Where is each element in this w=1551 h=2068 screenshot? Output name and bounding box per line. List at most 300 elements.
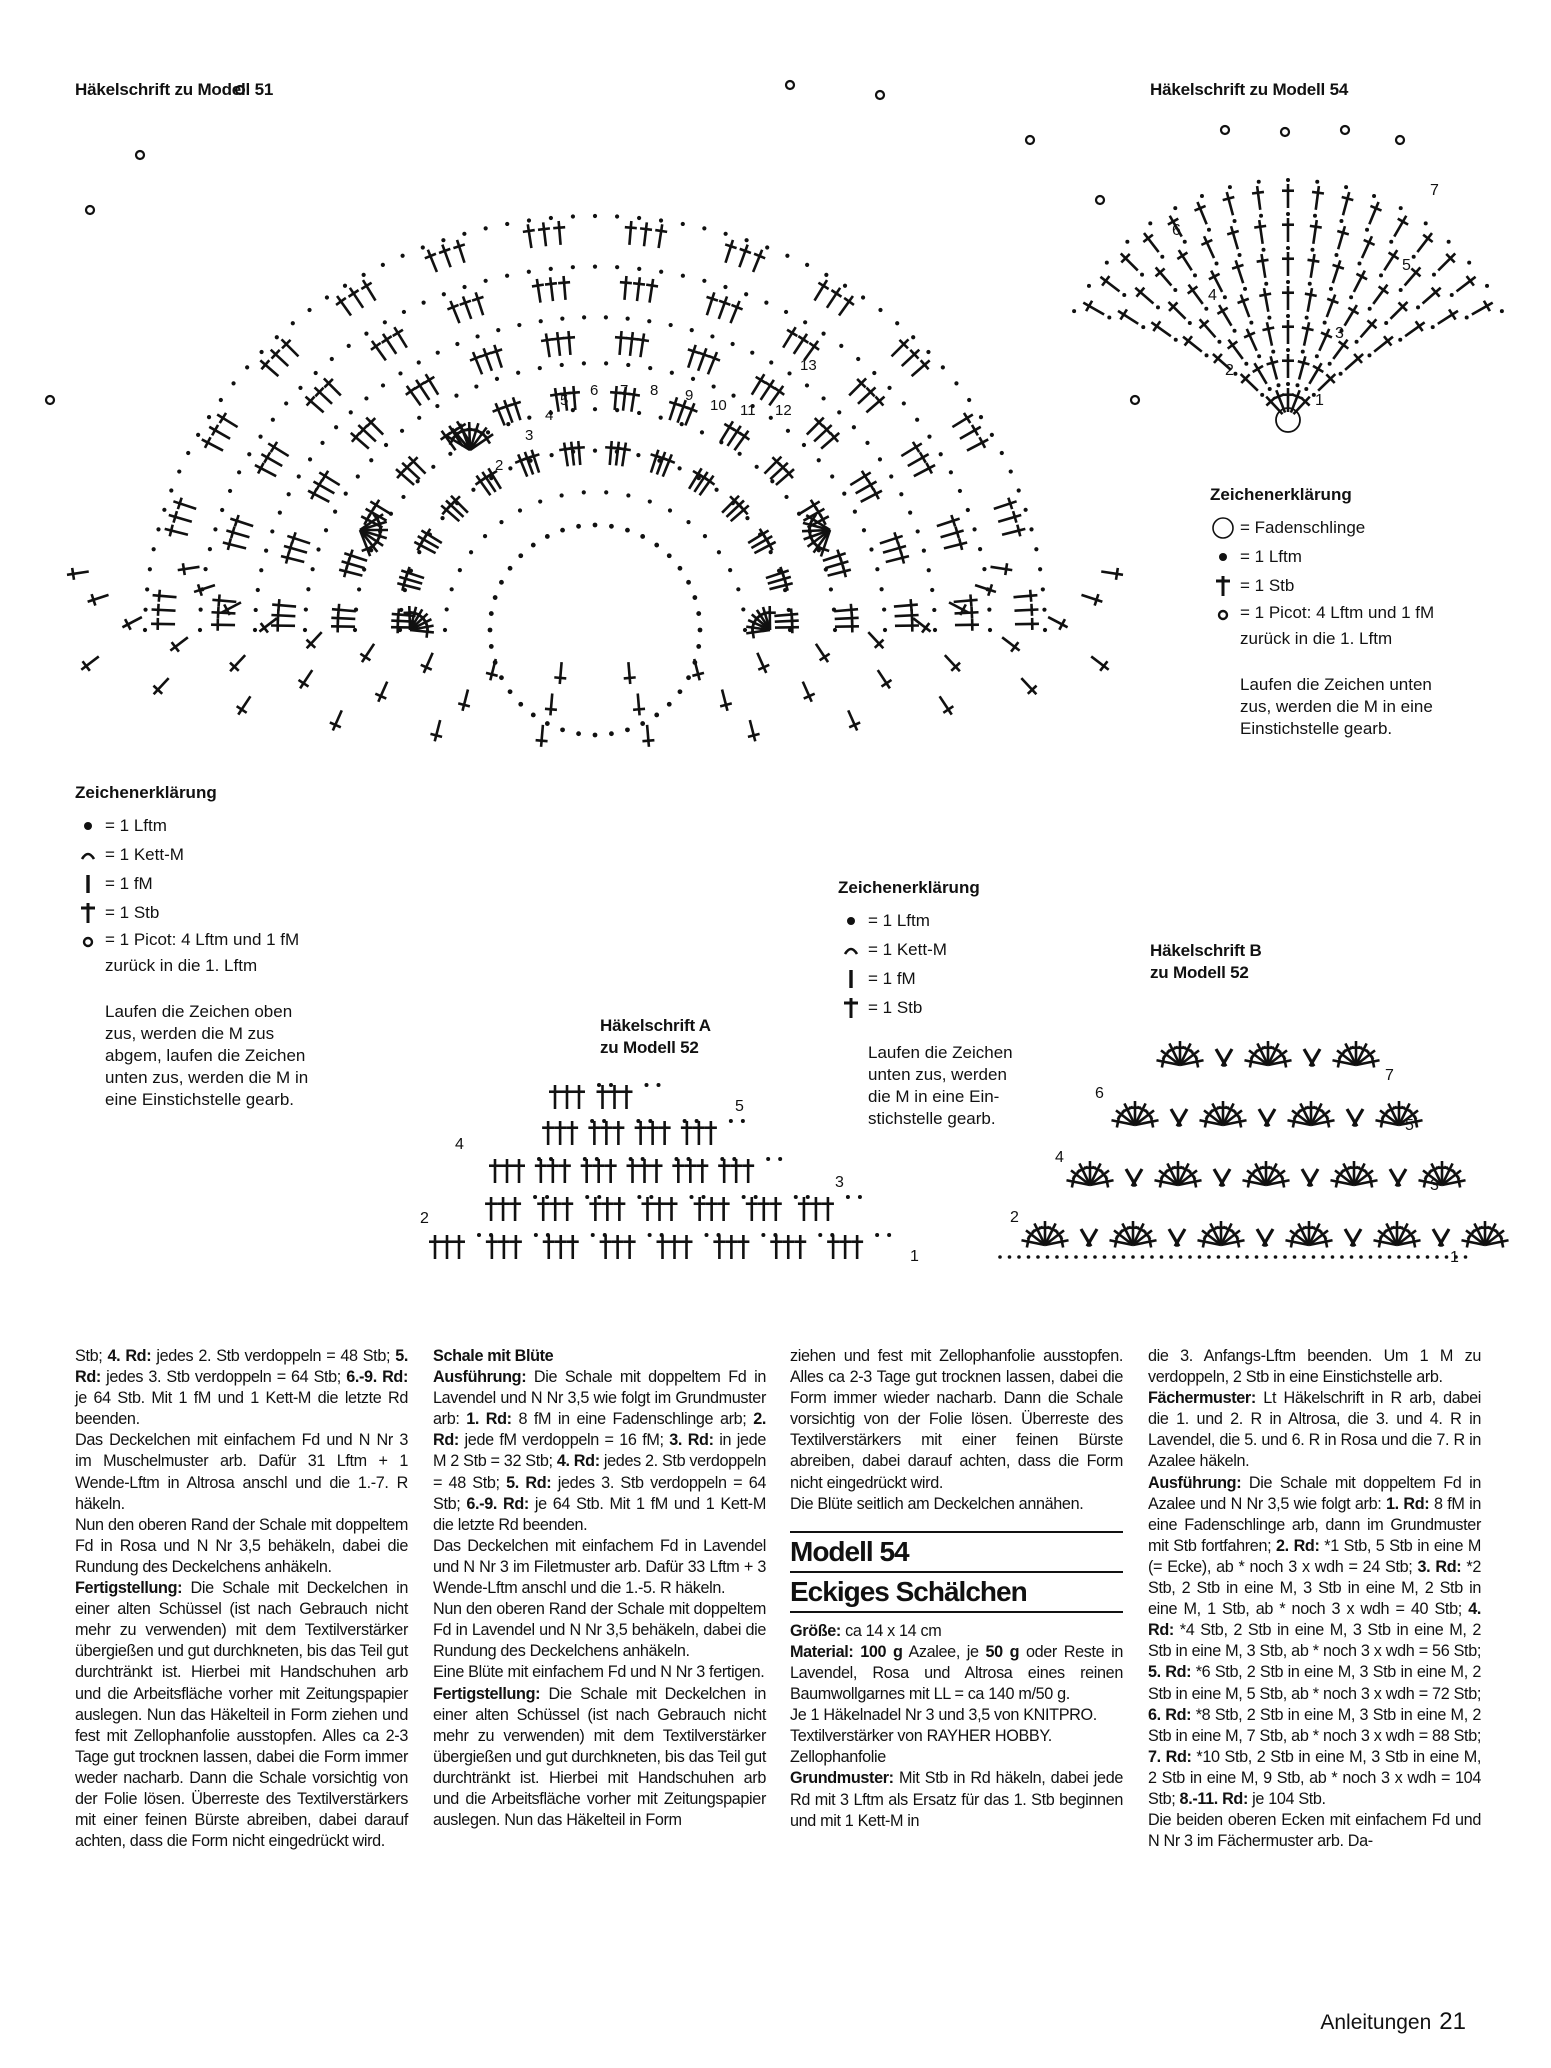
chain-stitch-mark [517,323,521,327]
chain-stitch-mark [364,332,368,336]
chain-stitch-mark [990,433,994,437]
bar-icon [75,874,101,894]
treble-stitch-mark [169,511,192,523]
chain-stitch-mark [1000,451,1004,455]
chain-stitch-mark [778,1157,782,1161]
treble-stitch-mark [425,250,437,272]
chain-stitch-mark [700,430,704,434]
row-number: 4 [455,1136,464,1153]
treble-stitch-mark [1183,336,1202,351]
treble-stitch-mark [331,612,355,624]
chain-stitch-mark [731,394,735,398]
treble-stitch-mark [1309,363,1323,384]
treble-stitch-mark [975,584,996,595]
treble-stitch-mark [553,221,565,245]
chain-stitch-mark [545,534,550,539]
chain-stitch-mark [755,465,759,469]
chain-stitch-mark [902,401,906,405]
chain-stitch-mark [1046,1255,1050,1259]
row-number: 10 [710,397,727,414]
chain-stitch-mark [455,342,459,346]
chain-stitch-mark [1328,362,1332,366]
chain-stitch-mark [686,520,690,524]
chain-stitch-mark [1188,321,1192,325]
row-number: 2 [1010,1209,1019,1226]
treble-stitch-mark [299,670,313,688]
chain-stitch-mark [1271,350,1275,354]
treble-stitch-mark [211,619,235,631]
chain-stitch-mark [1072,309,1076,313]
treble-stitch-mark [1014,604,1038,616]
chain-stitch-mark [625,727,630,732]
chain-stitch-mark [458,568,462,572]
chain-stitch-mark [872,371,876,375]
chain-stitch-mark [669,323,673,327]
treble-stitch-mark [554,1121,566,1145]
treble-stitch-mark [654,1197,666,1221]
chain-stitch-mark [806,1195,810,1199]
treble-stitch-mark [692,659,704,680]
model-54-heading: Modell 54 [790,1531,1123,1573]
treble-stitch-mark [566,1121,578,1145]
chain-stitch-mark [462,232,466,236]
chain-stitch-mark [1286,246,1290,250]
row-number: 4 [1208,287,1217,304]
chain-stitch-mark [1233,329,1237,333]
chain-stitch-mark [821,396,825,400]
treble-stitch-mark [485,1197,497,1221]
chain-stitch-mark [364,396,368,400]
legend-51-text: = 1 Picot: 4 Lftm und 1 fM [105,930,300,949]
treble-stitch-mark [803,682,815,702]
legend-54-text: zurück in die 1. Lftm [1240,629,1393,648]
treble-stitch-mark [559,443,571,467]
chain-stitch-mark [1236,1255,1240,1259]
treble-stitch-mark [1257,254,1269,278]
treble-stitch-mark [165,525,188,537]
treble-stitch-mark [332,604,356,616]
treble-stitch-mark [226,527,249,539]
treble-stitch-mark [447,301,459,323]
treble-stitch-mark [1002,525,1025,537]
text-column-3 [790,1346,1123,1832]
treble-stitch-mark [319,471,339,485]
chain-stitch-mark [930,588,934,592]
treble-stitch-mark [1390,302,1407,319]
treble-stitch-mark [170,637,187,651]
legend-52-item [838,906,1013,935]
treble-stitch-mark [681,1121,693,1145]
treble-stitch-mark [441,1235,453,1259]
treble-stitch-mark [651,1159,663,1183]
chain-stitch-mark [1305,316,1309,320]
treble-stitch-mark [593,1159,605,1183]
chain-stitch-mark [869,547,873,551]
paragraph: Ausführung: Die Schale mit doppeltem Fd in Azalee und N Nr 3,5 wie folgt arb: 1. Rd: 8 fM in eine Fadenschlinge arb, dann im Grundmuster mit Stb fortfahren; 2. Rd: *1 Stb, 5 Stb in eine M (= Ecke), ab * noch 3 x wdh = 24 Stb; 3. Rd: *2 Stb, 2 Stb in eine M, 3 Stb in eine M, 2 Stb in eine M, 1 Stb, ab * noch 3 x wdh = 40 Stb; 4. Rd: *4 Stb, 2 Stb in eine M, 3 Stb in eine M, 2 Stb in eine M, 3 Stb, ab * noch 3 x wdh = 56 Stb; 5. Rd: *6 Stb, 2 Stb in eine M, 3 Stb in eine M, 2 Stb in eine M, 5 Stb, ab * noch 3 x wdh = 72 Stb; 6. Rd: *8 Stb, 2 Stb in eine M, 3 Stb in eine M, 2 Stb in eine M, 7 Stb, ab * noch 3 x wdh = 88 Stb; 7. Rd: *10 Stb, 2 Stb in eine M, 3 Stb in eine M, 2 Stb in eine M, 9 Stb, ab * noch 3 x wdh = 104 Stb; 8.-11. Rd: je 104 Stb. [1148,1473,1482,1808]
chain-stitch-mark [488,628,493,633]
chain-stitch-mark [998,1255,1002,1259]
paragraph: Die Blüte seitlich am Deckelchen annähen. [790,1494,1084,1513]
chain-stitch-mark [284,401,288,405]
treble-stitch-mark [783,327,797,347]
row-number: 5 [560,392,569,409]
single-crochet-mark [1396,1169,1406,1186]
treble-stitch-mark [1373,285,1388,304]
chain-stitch-mark [1112,1255,1116,1259]
treble-stitch-mark [542,1121,554,1145]
chain-stitch-mark [745,238,749,242]
treble-stitch-mark [554,662,566,684]
chain-stitch-mark [649,1195,653,1199]
chain-stitch-mark [308,457,312,461]
chain-stitch-mark [505,274,509,278]
chain-stitch-mark [821,332,825,336]
treble-stitch-mark [663,454,675,476]
chain-stitch-mark [647,319,651,323]
paragraph: Größe: ca 14 x 14 cm [790,1621,942,1640]
treble-stitch-mark [1200,319,1216,337]
paragraph: Das Deckelchen mit einfachem Fd in Lavendel und N Nr 3 im Filetmuster arb. Dafür 33 Lftm + 3 Wende-Lftm anschl und die 1.-5. R häkeln. [433,1536,766,1598]
chain-stitch-mark [1105,261,1109,265]
chain-stitch-mark [932,608,936,612]
treble-stitch-mark [794,1235,806,1259]
chain-stitch-mark [1331,1255,1335,1259]
treble-stitch-mark [358,425,376,441]
chain-stitch-mark [143,628,147,632]
chain-stitch-mark [1431,325,1435,329]
chain-stitch-mark [1464,1255,1468,1259]
chain-stitch-mark [1174,338,1178,342]
treble-stitch-mark [522,452,534,475]
chain-stitch-mark [402,310,406,314]
row-number: 6 [1172,222,1181,239]
treble-stitch-mark [567,1235,579,1259]
treble-stitch-mark [681,1235,693,1259]
chain-stitch-mark [1304,387,1308,391]
treble-stitch-mark [382,334,397,354]
treble-stitch-mark [545,277,557,301]
chain-stitch-mark [344,492,348,496]
treble-stitch-mark [1438,253,1455,270]
chain-stitch-mark [303,628,307,632]
legend-51-text: zurück in die 1. Lftm [105,956,258,975]
chain-stitch-mark [1017,1255,1021,1259]
paragraph: Fächermuster: Lt Häkelschrift in R arb, dabei die 1. und 2. R in Altrosa, die 3. und 4. R in Lavendel, die 5. und 6. R in Rosa und die 7. R in Azalee häkeln. [1148,1389,1481,1471]
chain-stitch-mark [560,528,565,533]
chain-stitch-mark [538,499,542,503]
chain-stitch-mark [803,320,807,324]
row-number: 7 [1430,182,1439,199]
chain-stitch-mark [493,595,498,600]
treble-stitch-mark [770,1235,782,1259]
chain-stitch-mark [1398,338,1402,342]
legend-51-title: Zeichenerklärung [75,783,217,802]
treble-stitch-mark [217,413,237,427]
dot-icon [838,915,864,927]
single-crochet-mark [1175,1229,1185,1246]
chain-stitch-mark [1286,314,1290,318]
chain-stitch-mark [1055,1255,1059,1259]
treble-stitch-mark [324,378,341,395]
treble-stitch-mark [538,222,550,246]
treble-stitch-mark [351,433,369,449]
paragraph: Ausführung: Die Schale mit doppeltem Fd in Lavendel und N Nr 3,5 wie folgt im Grundmuster arb: 1. Rd: 8 fM in eine Fadenschlinge arb; 2. Rd: jede fM verdoppeln = 16 fM; 3. Rd: in jede M 2 Stb = 32 Stb; 4. Rd: jedes 2. Stb verdoppeln = 48 Stb; 5. Rd: jedes 3. Stb verdoppeln = 64 Stb; 6.-9. Rd: je 64 Stb. Mit 1 fM und 1 Kett-M die letzte Rd beenden. [433,1368,767,1534]
chain-stitch-mark [1264,282,1268,286]
chain-stitch-mark [237,470,241,474]
treble-stitch-mark [707,292,718,315]
chain-stitch-mark [314,371,318,375]
chain-stitch-mark [637,1195,641,1199]
chain-stitch-mark [887,1233,891,1237]
chain-stitch-mark [145,587,149,591]
treble-stitch-mark [549,1085,561,1109]
treble-stitch-mark [609,1085,621,1109]
chain-stitch-mark [858,1195,862,1199]
chain-stitch-mark [436,351,440,355]
treble-stitch-mark [637,333,649,357]
treble-stitch-mark [850,471,870,485]
treble-stitch-mark [1156,267,1172,285]
treble-stitch-mark [807,418,824,435]
chain-stitch-mark [597,1195,601,1199]
chart-a-title [600,1015,711,1059]
row-number: 3 [1430,1177,1439,1194]
chain-stitch-mark [626,363,630,367]
treble-stitch-mark [581,1159,593,1183]
chain-stitch-mark [545,721,550,726]
chain-stitch-mark [1243,287,1247,291]
treble-stitch-mark [489,1159,501,1183]
chain-stitch-mark [668,508,672,512]
chain-stitch-mark [743,628,747,632]
treble-stitch-mark [601,1197,613,1221]
dot-icon [75,820,101,832]
treble-stitch-mark [657,452,669,475]
treble-stitch-mark [1405,321,1425,336]
treble-stitch-mark [794,334,809,354]
treble-stitch-mark [688,345,699,368]
treble-stitch-mark [1302,322,1314,345]
arc-icon [75,849,101,861]
chain-stitch-mark [882,607,886,611]
treble-stitch-mark [746,1197,758,1221]
note-line: Laufen die Zeichen oben [105,1002,293,1021]
single-crochet-mark [1132,1169,1142,1186]
dot-icon [1210,551,1236,563]
chain-stitch-mark [1259,214,1263,218]
treble-stitch-mark [835,612,859,624]
paragraph: Fertigstellung: Die Schale mit Deckelchen in einer alten Schüssel (ist nach Gebrauch nicht mehr zu verwenden) mit dem Textilverstärker übergießen und gut durchkneten, bis das Teil gut durchtränkt ist. Hierbei mit Handschuhen arb und die Arbeitsfläche vorher mit Zeitungspapier auslegen. Nun das Häkelteil in Form ziehen und fest mit Zellophanfolie ausstopfen. Alles ca 2-3 Tage gut trocknen lassen, dabei die Form immer weder nacharb. Dann die Schale vorsichtig von der Folie lösen. Überreste des Textilverstärkers mit einer feinen Bürste abreiben, dabei darauf achten, dass die Form nicht eingedrückt wird. [75,1579,408,1851]
chain-stitch-mark [1315,354,1319,358]
chain-stitch-mark [966,508,970,512]
chain-stitch-mark [1365,228,1369,232]
treble-stitch-mark [1457,276,1476,291]
picot-mark [1131,396,1139,404]
chain-stitch-mark [830,474,834,478]
chain-stitch-mark [729,1119,733,1123]
treble-stitch-mark [730,1159,742,1183]
treble-stitch-mark [1282,252,1294,276]
paragraph: Eine Blüte mit einfachem Fd und N Nr 3 fertigen. [433,1663,765,1682]
chain-stitch-mark [1350,1255,1354,1259]
legend-54-text: = 1 Picot: 4 Lftm und 1 fM [1240,603,1435,622]
chain-stitch-mark [636,453,640,457]
treble-stitch-mark [722,496,739,513]
treble-stitch-mark [415,380,430,400]
chain-stitch-mark [1432,273,1436,277]
treble-stitch-mark [424,374,438,394]
treble-stitch-mark [1310,220,1322,244]
note-line: zus, werden die M zus [105,1024,275,1043]
legend-51 [75,778,308,1111]
chain-stitch-mark [865,441,869,445]
treble-stitch-mark [1253,363,1267,384]
bar-icon [838,969,864,989]
legend-52-item [838,935,1013,964]
legend-52-text: = 1 fM [868,969,916,988]
chain-stitch-mark [1160,255,1164,259]
chart-51-diagram [40,110,1150,890]
chain-stitch-mark [1388,1255,1392,1259]
treble-stitch-mark [991,563,1013,575]
treble-stitch-mark [669,1235,681,1259]
chain-stitch-mark [353,628,357,632]
chain-stitch-mark [220,508,224,512]
text-column-4 [1148,1346,1481,1852]
treble-stitch-mark [537,1197,549,1221]
chain-stitch-mark [347,344,351,348]
treble-stitch-mark [839,1235,851,1259]
treble-stitch-mark [1318,374,1335,391]
treble-stitch-mark [1282,286,1294,310]
chain-stitch-mark [982,567,986,571]
treble-stitch-mark [725,1235,737,1259]
treble-stitch-mark [287,532,310,543]
treble-stitch-mark [406,386,421,406]
treble-stitch-mark [230,655,245,671]
row-number: 3 [1335,325,1344,342]
chain-stitch-mark [1173,206,1177,210]
picot-mark [1396,136,1404,144]
treble-stitch-mark [453,240,464,263]
chain-stitch-mark [1357,262,1361,266]
chain-stitch-mark [518,553,523,558]
chain-stitch-mark [496,328,500,332]
chain-stitch-mark [818,1233,822,1237]
legend-51-item [75,869,308,898]
treble-stitch-mark [559,1159,571,1183]
treble-stitch-mark [1361,319,1377,337]
chain-stitch-mark [702,226,706,230]
treble-stitch-mark [307,632,322,648]
chain-stitch-mark [270,529,274,533]
cross-icon [75,902,101,924]
chain-stitch-mark [1283,1255,1287,1259]
treble-stitch-mark [439,245,451,268]
treble-stitch-mark [659,1121,671,1145]
chain-stitch-mark [539,319,543,323]
chain-stitch-mark [922,549,926,553]
treble-stitch-mark [486,1235,498,1259]
treble-stitch-mark [718,1197,730,1221]
treble-stitch-mark [815,280,829,300]
chain-stitch-mark [597,1083,601,1087]
chain-stitch-mark [657,1083,661,1087]
chain-stitch-mark [615,214,619,218]
note-line: Laufen die Zeichen unten [1240,675,1432,694]
treble-stitch-mark [472,292,483,315]
chain-stitch-mark [1233,372,1237,376]
chain-stitch-mark [1485,284,1489,288]
paragraph: Grundmuster: Mit Stb in Rd häkeln, dabei jede Rd mit 3 Lftm als Ersatz für das 1. Stb beginnen und mit 1 Kett-M in [790,1769,1123,1830]
treble-stitch-mark [814,425,832,441]
row-number: 2 [1225,362,1234,379]
chain-stitch-mark [1359,1255,1363,1259]
treble-stitch-mark [552,332,564,356]
chain-stitch-mark [508,566,513,571]
treble-stitch-mark [1048,617,1067,630]
chain-stitch-mark [736,587,740,591]
row-number: 13 [800,357,817,374]
chain-stitch-mark [508,466,512,470]
treble-stitch-mark [619,443,631,467]
chain-stitch-mark [1349,295,1353,299]
note-line: stichstelle gearb. [868,1109,996,1128]
chain-stitch-mark [967,398,971,402]
treble-stitch-mark [635,1121,647,1145]
chain-stitch-mark [148,567,152,571]
treble-stitch-mark [849,378,866,395]
chain-stitch-mark [1228,185,1232,189]
row-number: 6 [1095,1085,1104,1102]
treble-stitch-mark [1384,250,1398,270]
chain-stitch-mark [162,508,166,512]
chain-stitch-mark [203,567,207,571]
chain-stitch-mark [829,587,833,591]
chain-stitch-mark [637,411,641,415]
chain-stitch-mark [1017,488,1021,492]
chain-stitch-mark [582,315,586,319]
treble-stitch-mark [757,653,769,673]
note-line: unten zus, werden die M in [105,1068,309,1087]
arc-icon [838,944,864,956]
chain-stitch-mark [1310,248,1314,252]
chain-stitch-mark [169,488,173,492]
treble-stitch-mark [770,1197,782,1221]
legend-51-text: = 1 Lftm [105,816,167,835]
paragraph: Fertigstellung: Die Schale mit Deckelchen in einer alten Schüssel (ist nach Gebrauch nicht mehr zu verwenden) mit dem Textilverstärker übergießen und gut durchkneten, bis das Teil gut durchtränkt ist. Hierbei mit Handschuhen arb und die Arbeitsfläche vorher mit Zeitungspapier auslegen. Nun das Häkelteil in Form [433,1684,766,1830]
chart-b-title [1150,940,1262,984]
chain-stitch-mark [516,371,520,375]
treble-stitch-mark [612,1121,624,1145]
chain-stitch-mark [648,499,652,503]
ring-icon [75,936,101,948]
treble-stitch-mark [555,1235,567,1259]
chain-stitch-mark [1323,321,1327,325]
chain-stitch-mark [1024,508,1028,512]
row-number: 12 [775,402,792,419]
treble-stitch-mark [535,1159,547,1183]
treble-stitch-mark [1259,288,1271,312]
row-number: 3 [835,1174,844,1191]
treble-stitch-mark [834,604,858,616]
treble-stitch-mark [558,276,570,300]
chain-stitch-mark [681,274,685,278]
chain-stitch-mark [1156,305,1160,309]
treble-stitch-mark [308,488,329,501]
chain-stitch-mark [979,415,983,419]
chain-stitch-mark [1426,1255,1430,1259]
